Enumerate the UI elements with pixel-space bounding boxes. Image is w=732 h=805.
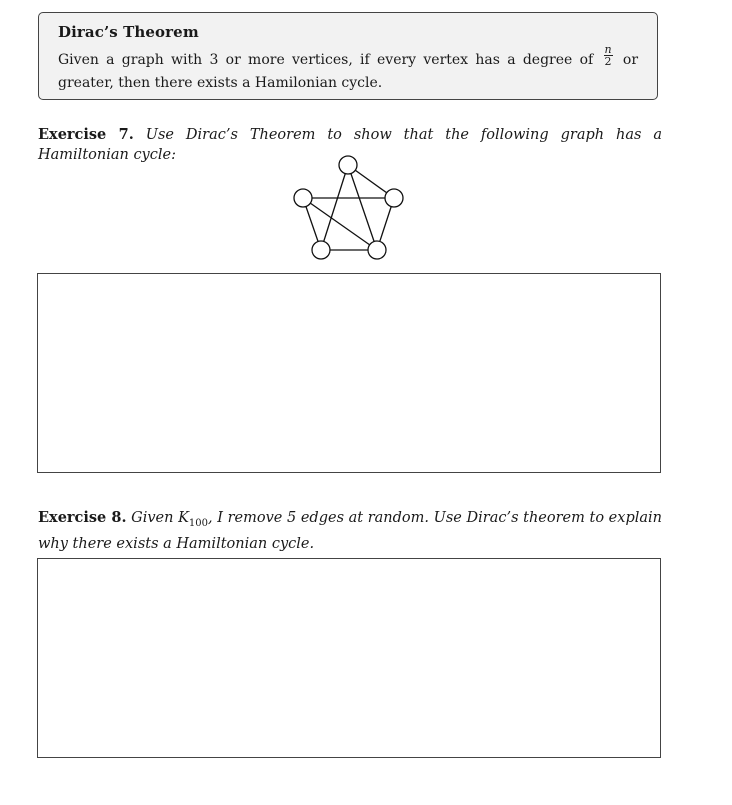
graph-edge-left-bottom-right [303,198,377,250]
exercise-8-text-end: , I remove 5 edges at random. Use Dirac’s theorem to explain why there exists a Hamiltonian cycle. [38,510,662,552]
graph-vertex-bottom-left [312,241,330,259]
exercise-8-text-start: Given K [131,510,189,526]
theorem-text-end: or greater, then there exists a Hamilonian cycle. [58,52,639,91]
fraction-numerator: n [604,42,612,56]
fraction-n-over-2 [604,44,613,67]
exercise-8-subscript: 100 [188,517,209,529]
exercise-8-label: Exercise 8. [38,509,127,526]
theorem-box [38,12,658,100]
theorem-statement [58,42,639,95]
exercise-8 [38,508,662,554]
exercise-8-answer-box[interactable] [37,558,661,758]
theorem-title: Dirac’s Theorem [58,23,199,41]
graph-edge-top-bottom-left [321,165,348,250]
exercise-8-text [38,510,662,552]
graph-vertex-right [385,189,403,207]
exercise-7-text: Use Dirac’s Theorem to show that the following graph has a Hamiltonian cycle: [38,127,663,163]
graph-vertex-bottom-right [368,241,386,259]
theorem-text-start: Given a graph with 3 or more vertices, if every vertex has a degree of [58,52,594,68]
graph-vertex-top [339,156,357,174]
exercise-7-answer-box[interactable] [37,273,661,473]
pentagon-graph [290,152,410,264]
graph-edge-top-bottom-right [348,165,377,250]
fraction-denominator: 2 [604,54,612,68]
graph-vertex-left [294,189,312,207]
exercise-7-label: Exercise 7. [38,126,134,143]
